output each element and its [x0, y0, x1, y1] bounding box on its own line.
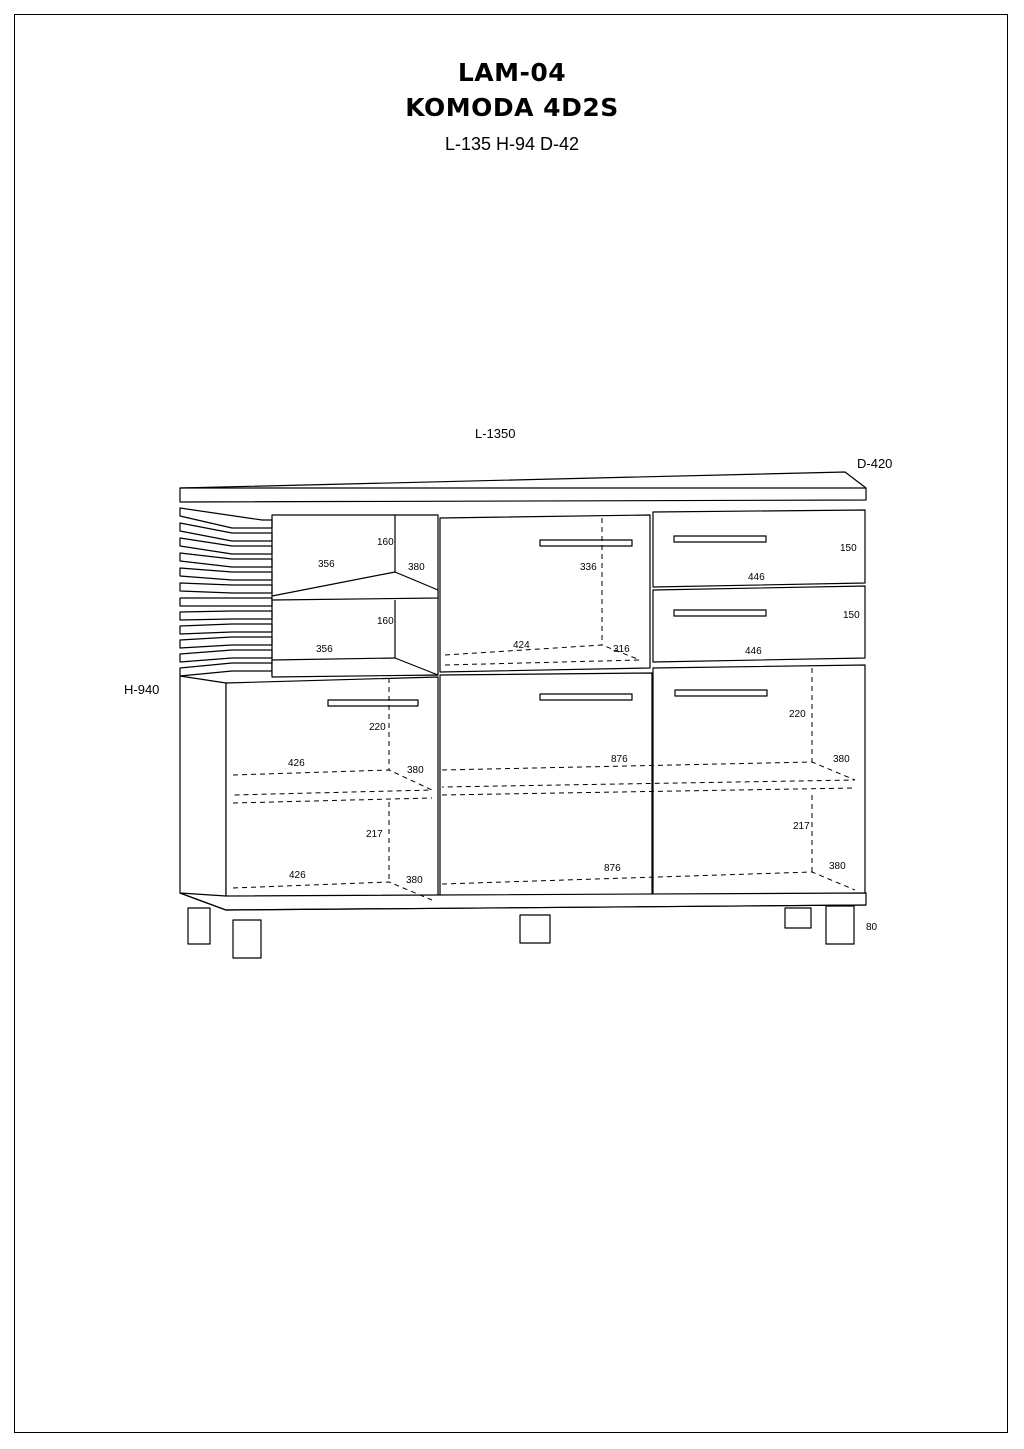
- leg-front-right: [826, 906, 854, 944]
- open-shelf-lower-height: 160: [377, 616, 394, 627]
- flap-width: 424: [513, 640, 530, 651]
- depth-label: D-420: [857, 456, 893, 471]
- right-door-handle: [675, 690, 767, 696]
- right-bottom-depth: 380: [829, 861, 846, 872]
- right-bottom-width: 876: [604, 863, 621, 874]
- right-upper-height: 220: [789, 709, 806, 720]
- flap-height: 336: [580, 562, 597, 573]
- open-shelf-upper-height: 160: [377, 537, 394, 548]
- leg-back-left: [188, 908, 210, 944]
- leg-front-middle: [520, 915, 550, 943]
- left-shelf-width: 426: [288, 758, 305, 769]
- drawer-bottom-width: 446: [745, 646, 762, 657]
- left-lower-height: 217: [366, 829, 383, 840]
- open-shelf-depth: 380: [408, 562, 425, 573]
- left-bottom-width: 426: [289, 870, 306, 881]
- drawer-top-width: 446: [748, 572, 765, 583]
- right-shelf-depth: 380: [833, 754, 850, 765]
- flap-depth: 316: [613, 644, 630, 655]
- left-shelf-depth: 380: [407, 765, 424, 776]
- model-code: LAM-04: [457, 58, 567, 87]
- top-board: [180, 472, 866, 502]
- left-bottom-depth: 380: [406, 875, 423, 886]
- drawer-bottom-height: 150: [843, 610, 860, 621]
- open-shelf-upper-width: 356: [318, 559, 335, 570]
- leg-height-label: 80: [866, 922, 878, 933]
- right-lower-height: 217: [793, 821, 810, 832]
- left-upper-height: 220: [369, 722, 386, 733]
- open-shelf-bottom: [272, 658, 438, 677]
- middle-door-handle: [540, 694, 632, 700]
- leg-back-right: [785, 908, 811, 928]
- drawer-top-handle: [674, 536, 766, 542]
- length-label: L-1350: [475, 426, 516, 441]
- left-side-panel: [180, 676, 226, 910]
- open-shelf-lower-width: 356: [316, 644, 333, 655]
- leg-front-left: [233, 920, 261, 958]
- left-door-handle: [328, 700, 418, 706]
- left-door: [226, 677, 438, 908]
- dimensions-summary: L-135 H-94 D-42: [444, 134, 580, 154]
- drawer-bottom-handle: [674, 610, 766, 616]
- flap-handle: [540, 540, 632, 546]
- product-name: KOMODA 4D2S: [405, 93, 619, 122]
- side-louvres: [180, 508, 272, 676]
- open-shelf-board: [272, 572, 438, 600]
- drawer-top-height: 150: [840, 543, 857, 554]
- right-shelf-width: 876: [611, 754, 628, 765]
- height-label: H-940: [124, 682, 160, 697]
